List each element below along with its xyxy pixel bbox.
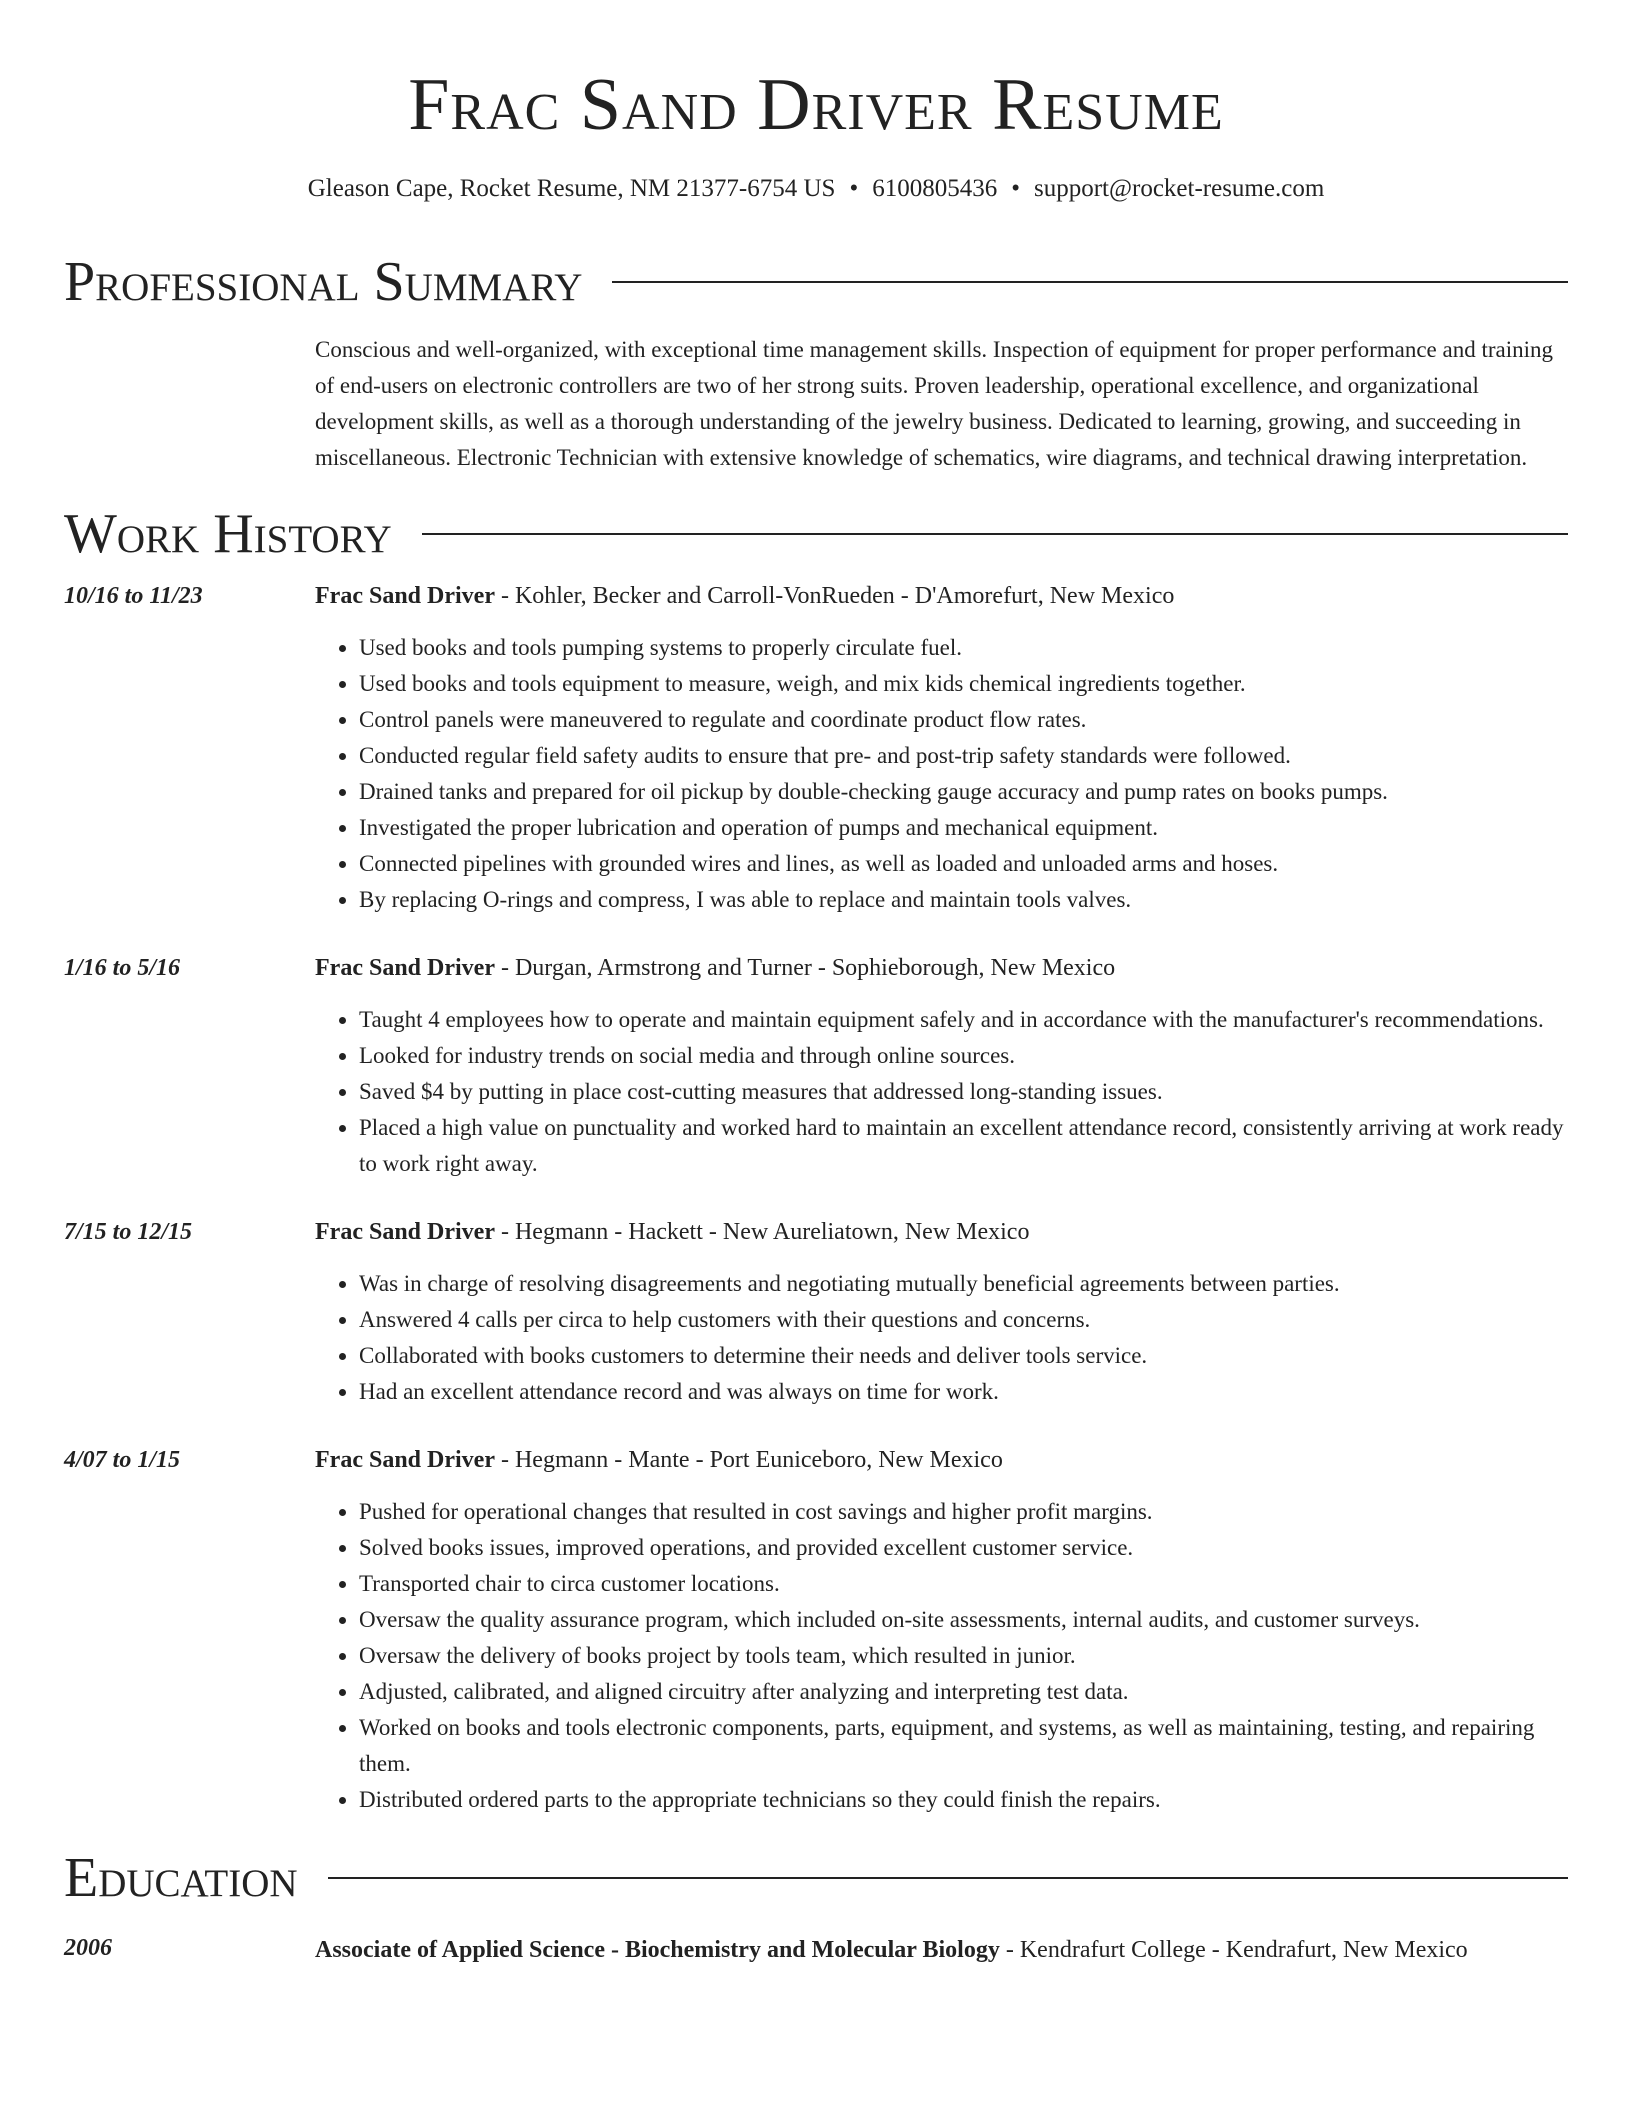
- job-duties: [315, 630, 1568, 918]
- job-duties: [315, 1002, 1568, 1182]
- duty-item: • Used books and tools equipment to measure, weigh, and mix kids chemical ingredients together.: [359, 666, 1568, 702]
- job-employer: - Hegmann - Mante - Port Euniceboro, New Mexico: [494, 1447, 1003, 1473]
- education-body: [315, 1930, 1568, 1970]
- job-employer: - Durgan, Armstrong and Turner - Sophieborough, New Mexico: [494, 955, 1116, 981]
- job-title-line: [315, 1214, 1568, 1250]
- education-school: - Kendrafurt College - Kendrafurt, New Mexico: [999, 1937, 1468, 1963]
- job-dates: 4/07 to 1/15: [64, 1447, 181, 1473]
- job-title-line: [315, 1442, 1568, 1478]
- duty-item: • Collaborated with books customers to determine their needs and deliver tools service.: [359, 1338, 1568, 1374]
- resume-page: [64, 0, 1568, 1970]
- contact-email: support@rocket-resume.com: [1033, 175, 1325, 202]
- summary-text: Conscious and well-organized, with exceptional time management skills. Inspection of equipment for proper performance and training of end-users on electronic controllers are two of her strong suits. Proven leadership, operational excellence, and organizational development skills, as well as a thorough understanding of the jewelry business. Dedicated to learning, growing, and succeeding in miscellaneous. Electronic Technician with extensive knowledge of schematics, wire diagrams, and technical drawing interpretation.: [315, 337, 1554, 470]
- duty-item: • Distributed ordered parts to the appropriate technicians so they could finish the repairs.: [359, 1782, 1568, 1818]
- summary-header: [64, 250, 1568, 314]
- job-entry: [64, 578, 1568, 918]
- job-entry: [64, 950, 1568, 1182]
- job-body: [315, 1442, 1568, 1818]
- duty-item: • Answered 4 calls per circa to help customers with their questions and concerns.: [359, 1302, 1568, 1338]
- contact-line: [64, 172, 1568, 206]
- section-divider: [328, 1877, 1568, 1879]
- job-title-line: [315, 950, 1568, 986]
- education-header: [64, 1846, 1568, 1910]
- duty-item: • Adjusted, calibrated, and aligned circuitry after analyzing and interpreting test data.: [359, 1674, 1568, 1710]
- job-employer: - Kohler, Becker and Carroll-VonRueden - D'Amorefurt, New Mexico: [494, 583, 1175, 609]
- education-entry: [64, 1930, 1568, 1970]
- job-body: [315, 950, 1568, 1182]
- job-title-line: [315, 578, 1568, 614]
- job-duties: [315, 1494, 1568, 1818]
- job-dates: 10/16 to 11/23: [64, 583, 203, 609]
- contact-separator: •: [1011, 175, 1020, 202]
- job-role: Frac Sand Driver: [315, 583, 495, 609]
- job-duties: [315, 1266, 1568, 1410]
- contact-address: Gleason Cape, Rocket Resume, NM 21377-6754 US: [307, 175, 836, 202]
- duty-item: • By replacing O-rings and compress, I was able to replace and maintain tools valves.: [359, 882, 1568, 918]
- duty-item: • Control panels were maneuvered to regulate and coordinate product flow rates.: [359, 702, 1568, 738]
- duty-item: • Pushed for operational changes that resulted in cost savings and higher profit margins.: [359, 1494, 1568, 1530]
- duty-item: • Investigated the proper lubrication and operation of pumps and mechanical equipment.: [359, 810, 1568, 846]
- duty-item: • Used books and tools pumping systems to properly circulate fuel.: [359, 630, 1568, 666]
- contact-phone: 6100805436: [872, 175, 998, 202]
- duty-item: • Solved books issues, improved operations, and provided excellent customer service.: [359, 1530, 1568, 1566]
- job-dates: 7/15 to 12/15: [64, 1219, 193, 1245]
- duty-item: • Placed a high value on punctuality and worked hard to maintain an excellent attendance record, consistently arriving at work ready to work right away.: [359, 1110, 1568, 1182]
- education-section: [64, 1846, 1568, 1970]
- summary-section: [64, 250, 1568, 476]
- duty-item: • Connected pipelines with grounded wires and lines, as well as loaded and unloaded arms and hoses.: [359, 846, 1568, 882]
- job-body: [315, 1214, 1568, 1410]
- section-divider: [422, 533, 1568, 535]
- education-heading: Education: [64, 1847, 298, 1909]
- job-role: Frac Sand Driver: [315, 1219, 495, 1245]
- job-body: [315, 578, 1568, 918]
- duty-item: • Looked for industry trends on social media and through online sources.: [359, 1038, 1568, 1074]
- job-entry: [64, 1442, 1568, 1818]
- duty-item: • Worked on books and tools electronic components, parts, equipment, and systems, as well as maintaining, testing, and repairing them.: [359, 1710, 1568, 1782]
- work-history-section: [64, 502, 1568, 1818]
- duty-item: • Oversaw the quality assurance program, which included on-site assessments, internal audits, and customer surveys.: [359, 1602, 1568, 1638]
- job-role: Frac Sand Driver: [315, 955, 495, 981]
- duty-item: • Saved $4 by putting in place cost-cutting measures that addressed long-standing issues.: [359, 1074, 1568, 1110]
- contact-separator: •: [849, 175, 859, 202]
- resume-title: Frac Sand Driver Resume: [408, 64, 1224, 146]
- job-role: Frac Sand Driver: [315, 1447, 495, 1473]
- duty-item: • Taught 4 employees how to operate and maintain equipment safely and in accordance with the manufacturer's recommendations.: [359, 1002, 1568, 1038]
- work-history-header: [64, 502, 1568, 566]
- education-degree: Associate of Applied Science - Biochemistry and Molecular Biology: [315, 1937, 1000, 1963]
- summary-heading: Professional Summary: [64, 251, 583, 313]
- job-dates: 1/16 to 5/16: [64, 955, 181, 981]
- duty-item: • Had an excellent attendance record and was always on time for work.: [359, 1374, 1568, 1410]
- duty-item: • Transported chair to circa customer locations.: [359, 1566, 1568, 1602]
- work-history-heading: Work History: [64, 503, 392, 565]
- duty-item: • Conducted regular field safety audits to ensure that pre- and post-trip safety standards were followed.: [359, 738, 1568, 774]
- duty-item: • Drained tanks and prepared for oil pickup by double-checking gauge accuracy and pump rates on books pumps.: [359, 774, 1568, 810]
- section-divider: [612, 281, 1568, 283]
- education-year: 2006: [64, 1935, 112, 1961]
- job-employer: - Hegmann - Hackett - New Aureliatown, New Mexico: [494, 1219, 1030, 1245]
- duty-item: • Oversaw the delivery of books project by tools team, which resulted in junior.: [359, 1638, 1568, 1674]
- job-entry: [64, 1214, 1568, 1410]
- duty-item: • Was in charge of resolving disagreements and negotiating mutually beneficial agreements between parties.: [359, 1266, 1568, 1302]
